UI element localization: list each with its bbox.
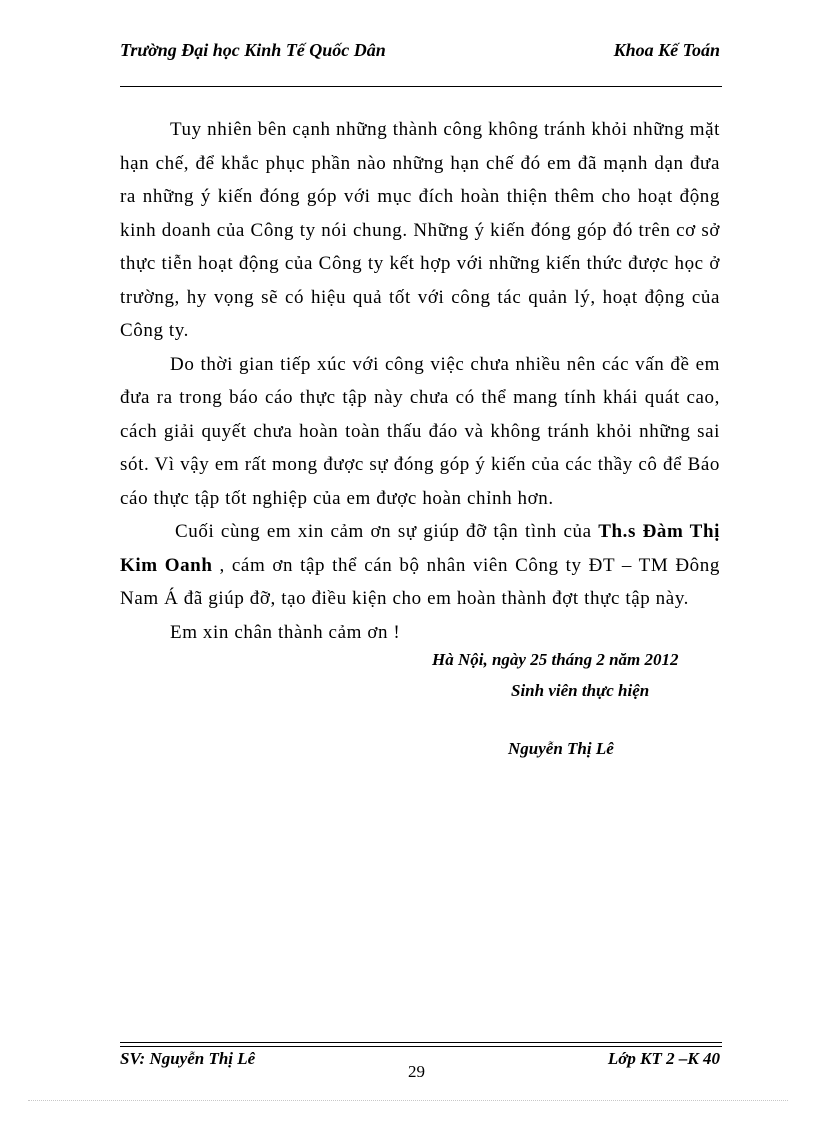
page-number: 29 [408,1062,425,1081]
header-faculty: Khoa Kế Toán [613,40,720,60]
signature-name: Nguyễn Thị Lê [508,739,614,758]
paragraph-time-constraints: Do thời gian tiếp xúc với công việc chưa nhiều nên các vấn đề em đưa ra trong báo cáo thực tập này chưa có thể mang tính khái quát cao, cách giải quyết chưa hoàn toàn thấu đáo và không tránh khỏi những sai sót. Vì vậy em rất mong được sự đóng góp ý kiến của các thầy cô để Báo cáo thực tập tốt nghiệp của em được hoàn chỉnh hơn. [120,353,720,509]
ack-text-before: Cuối cùng em xin cảm ơn sự giúp đỡ tận tình của [175,521,599,542]
paragraph-thanks: Em xin chân thành cảm ơn ! [170,621,401,643]
paragraph-limitations: Tuy nhiên bên cạnh những thành công không tránh khỏi những mặt hạn chế, để khắc phục phần nào những hạn chế đó em đã mạnh dạn đưa ra những ý kiến đóng góp với mục đích hoàn thiện thêm cho hoạt động kinh doanh của Công ty nói chung. Những ý kiến đóng góp đó trên cơ sở thực tiễn hoạt động của Công ty kết hợp với những kiến thức được học ở trường, hy vọng sẽ có hiệu quả tốt với công tác quản lý, hoạt động của Công ty. [120,119,720,341]
ack-text-after: , cám ơn tập thể cán bộ nhân viên Công ty ĐT – TM Đông Nam Á đã giúp đỡ, tạo điều kiện cho em hoàn thành đợt thực tập này. [120,554,720,609]
header-university: Trường Đại học Kinh Tế Quốc Dân [120,40,386,60]
footer-divider-thick [120,1042,722,1043]
footer-class: Lớp KT 2 –K 40 [607,1049,720,1068]
footer-divider-thin [120,1046,722,1047]
header-divider [120,86,722,87]
paragraph-acknowledgement [120,515,720,616]
signature-role: Sinh viên thực hiện [511,681,650,700]
signature-date: Hà Nội, ngày 25 tháng 2 năm 2012 [432,650,679,669]
body-text [120,113,720,649]
footer-student: SV: Nguyễn Thị Lê [120,1049,256,1068]
advisor-name: Th.s Đàm Thị Kim Oanh [120,521,720,576]
page-border [28,1100,788,1101]
